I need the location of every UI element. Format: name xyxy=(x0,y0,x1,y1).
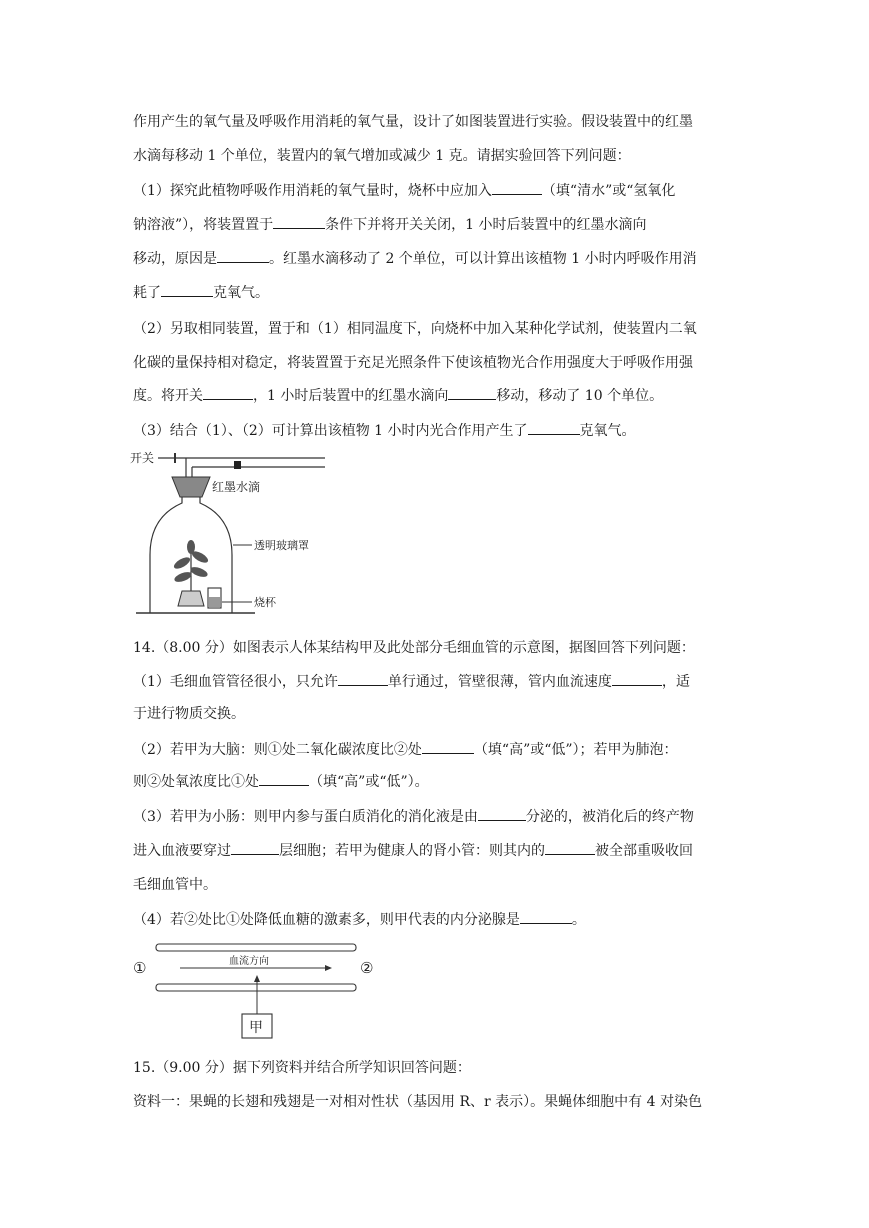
answer-blank[interactable] xyxy=(273,216,325,229)
switch-label: 开关 xyxy=(130,451,155,465)
q14-part2-line-2: 则②处氧浓度比①处 （填“高”或“低”）。 xyxy=(133,774,429,790)
answer-blank[interactable] xyxy=(259,773,309,786)
leaf-icon xyxy=(172,555,192,571)
answer-blank[interactable] xyxy=(161,284,213,297)
capillary-wall-top xyxy=(156,944,356,951)
q13-part2-line-3: 度。将开关 ，1 小时后装置中的红墨水滴向 移动，移动了 10 个单位。 xyxy=(133,388,664,404)
leaf-icon xyxy=(189,565,209,579)
point-2-label: ② xyxy=(360,959,374,977)
bell-jar-apparatus-figure xyxy=(130,445,330,620)
answer-blank[interactable] xyxy=(231,842,279,855)
q14-part4: （4）若②处比①处降低血糖的激素多，则甲代表的内分泌腺是 。 xyxy=(133,912,586,928)
ink-drop-icon xyxy=(234,461,241,469)
capillary-diagram-figure xyxy=(130,938,390,1040)
answer-blank[interactable] xyxy=(203,387,253,400)
leaf-icon xyxy=(187,540,195,554)
plant-pot-icon xyxy=(178,591,204,606)
q14-part1-line-2: 于进行物质交换。 xyxy=(133,706,245,722)
q13-part2-line-1: （2）另取相同装置，置于和（1）相同温度下，向烧杯中加入某种化学试剂，使装置内二氧 xyxy=(133,321,697,337)
q13-part1-line-1: （1）探究此植物呼吸作用消耗的氧气量时，烧杯中应加入 （填“清水”或“氢氧化 xyxy=(133,183,676,199)
q13-intro-line-2: 水滴每移动 1 个单位，装置内的氧气增加或减少 1 克。请据实验回答下列问题： xyxy=(133,148,631,164)
q13-part1-line-3: 移动，原因是 。红墨水滴移动了 2 个单位，可以计算出该植物 1 小时内呼吸作用消 xyxy=(133,251,697,267)
answer-blank[interactable] xyxy=(545,842,595,855)
arrow-up-icon xyxy=(254,975,260,982)
answer-blank[interactable] xyxy=(422,741,474,754)
answer-blank[interactable] xyxy=(492,182,542,195)
answer-blank[interactable] xyxy=(478,808,526,821)
q15-title: 15.（9.00 分）据下列资料并结合所学知识回答问题： xyxy=(133,1060,471,1076)
answer-blank[interactable] xyxy=(338,673,388,686)
answer-blank[interactable] xyxy=(217,250,269,263)
q13-part1-line-2: 钠溶液”），将装置置于 条件下并将开关关闭，1 小时后装置中的红墨水滴向 xyxy=(133,217,647,233)
answer-blank[interactable] xyxy=(528,422,580,435)
answer-blank[interactable] xyxy=(520,911,572,924)
q14-part2-line-1: （2）若甲为大脑：则①处二氧化碳浓度比②处 （填“高”或“低”）；若甲为肺泡： xyxy=(133,742,678,758)
point-1-label: ① xyxy=(133,959,147,977)
ink-drop-label: 红墨水滴 xyxy=(212,480,261,494)
q14-title: 14.（8.00 分）如图表示人体某结构甲及此处部分毛细血管的示意图，据图回答下列问题： xyxy=(133,640,695,656)
answer-blank[interactable] xyxy=(612,673,662,686)
q14-part1-line-1: （1）毛细血管管径很小，只允许 单行通过，管壁很薄，管内血流速度 ，适 xyxy=(133,674,690,690)
q15-line-1: 资料一：果蝇的长翅和残翅是一对相对性状（基因用 R、r 表示）。果蝇体细胞中有 4 对染色 xyxy=(133,1094,702,1110)
q13-intro-line-1: 作用产生的氧气量及呼吸作用消耗的氧气量，设计了如图装置进行实验。假设装置中的红墨 xyxy=(133,114,693,130)
q14-part3-line-3: 毛细血管中。 xyxy=(133,877,217,893)
flow-direction-label: 血流方向 xyxy=(229,956,269,967)
answer-blank[interactable] xyxy=(448,387,496,400)
q13-part3: （3）结合（1）、（2）可计算出该植物 1 小时内光合作用产生了 克氧气。 xyxy=(133,423,636,439)
stopper-icon xyxy=(172,477,210,497)
q14-part3-line-1: （3）若甲为小肠：则甲内参与蛋白质消化的消化液是由 分泌的，被消化后的终产物 xyxy=(133,809,694,825)
arrow-right-icon xyxy=(325,965,332,971)
q13-part2-line-2: 化碳的量保持相对稳定，将装置置于充足光照条件下使该植物光合作用强度大于呼吸作用强 xyxy=(133,355,693,371)
capillary-wall-bottom xyxy=(156,984,356,991)
structure-jia-label: 甲 xyxy=(249,1020,263,1036)
q14-part3-line-2: 进入血液要穿过 层细胞；若甲为健康人的肾小管：则其内的 被全部重吸收回 xyxy=(133,843,693,859)
leaf-icon xyxy=(173,570,193,584)
q13-part1-line-4: 耗了 克氧气。 xyxy=(133,285,269,301)
beaker-label: 烧杯 xyxy=(254,596,276,609)
glass-cover-label: 透明玻璃罩 xyxy=(254,539,309,552)
